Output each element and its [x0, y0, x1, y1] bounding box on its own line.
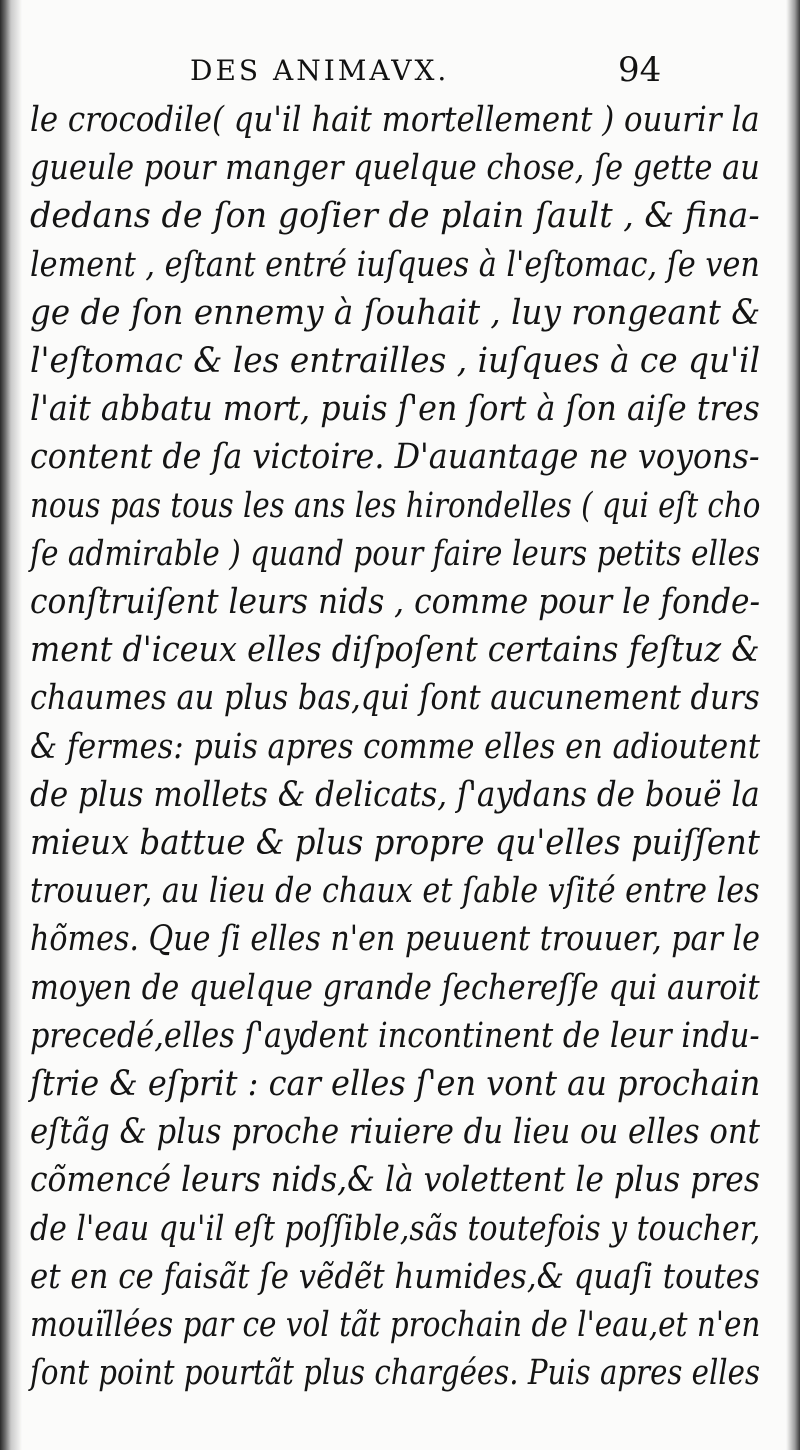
text-line: mieux battue & plus propre qu'elles puiſſent — [30, 823, 760, 863]
body-text — [30, 96, 770, 1396]
page-number: 94 — [618, 50, 662, 90]
text-line: de plus mollets & delicats, ſ'aydans de bouë la — [30, 774, 760, 815]
text-line: ſtrie & eſprit : car elles ſ'en vont au prochain — [30, 1064, 761, 1104]
running-head: DES ANIMAVX. — [190, 54, 450, 87]
text-line: cõmencé leurs nids,& là volettent le plus pres — [30, 1160, 760, 1201]
text-line: mouïllées par ce vol tãt prochain de l'eau,et n'en — [30, 1305, 761, 1345]
text-line: precedé,elles ſ'aydent incontinent de leur indu- — [30, 1015, 760, 1056]
text-line: trouuer, au lieu de chaux et ſable vſité entre les — [30, 871, 760, 912]
text-line: hõmes. Que ſi elles n'en peuuent trouuer, par le — [30, 919, 760, 960]
text-line: ge de ſon ennemy à ſouhait , luy rongeant & — [30, 292, 761, 333]
text-line: moyen de quelque grande ſechereſſe qui auroit — [30, 967, 760, 1008]
text-line: ment d'iceux elles diſpoſent certains feſtuz & — [30, 630, 760, 671]
text-line: l'eſtomac & les entrailles , iuſques à ce qu'il — [30, 341, 761, 381]
page-left-edge-shadow — [0, 0, 22, 1450]
text-line: le crocodile( qu'il hait mortellement ) ouurir la — [30, 100, 760, 140]
text-line: chaumes au plus bas,qui ſont aucunement durs — [30, 678, 760, 719]
text-line: content de ſa victoire. D'auantage ne voyons- — [30, 437, 760, 478]
text-line: dedans de ſon goſier de plain ſault , & fina- — [30, 196, 760, 237]
text-line: lement , eſtant entré iuſques à l'eſtomac, ſe ven — [30, 244, 760, 285]
text-line: et en ce faisãt ſe vẽdẽt humides,& quaſi toutes — [30, 1256, 760, 1297]
text-line: ſe admirable ) quand pour faire leurs petits elles — [30, 533, 761, 574]
text-line: eſtãg & plus proche riuiere du lieu ou elles ont — [30, 1112, 760, 1153]
text-line: conſtruiſent leurs nids , comme pour le fonde- — [30, 582, 761, 622]
text-line: de l'eau qu'il eſt poſſible,sãs toutefois y toucher, — [30, 1208, 761, 1249]
text-line: nous pas tous les ans les hirondelles ( qui eſt cho — [30, 485, 761, 526]
text-line: l'ait abbatu mort, puis ſ'en ſort à ſon aiſe tres — [30, 389, 760, 430]
text-line: & fermes: puis apres comme elles en adioutent — [30, 726, 761, 767]
page-right-edge-shadow — [786, 0, 800, 1450]
text-line: ſont point pourtãt plus chargées. Puis apres elles — [30, 1353, 760, 1394]
text-line: gueule pour manger quelque chose, ſe gette au — [30, 148, 760, 189]
